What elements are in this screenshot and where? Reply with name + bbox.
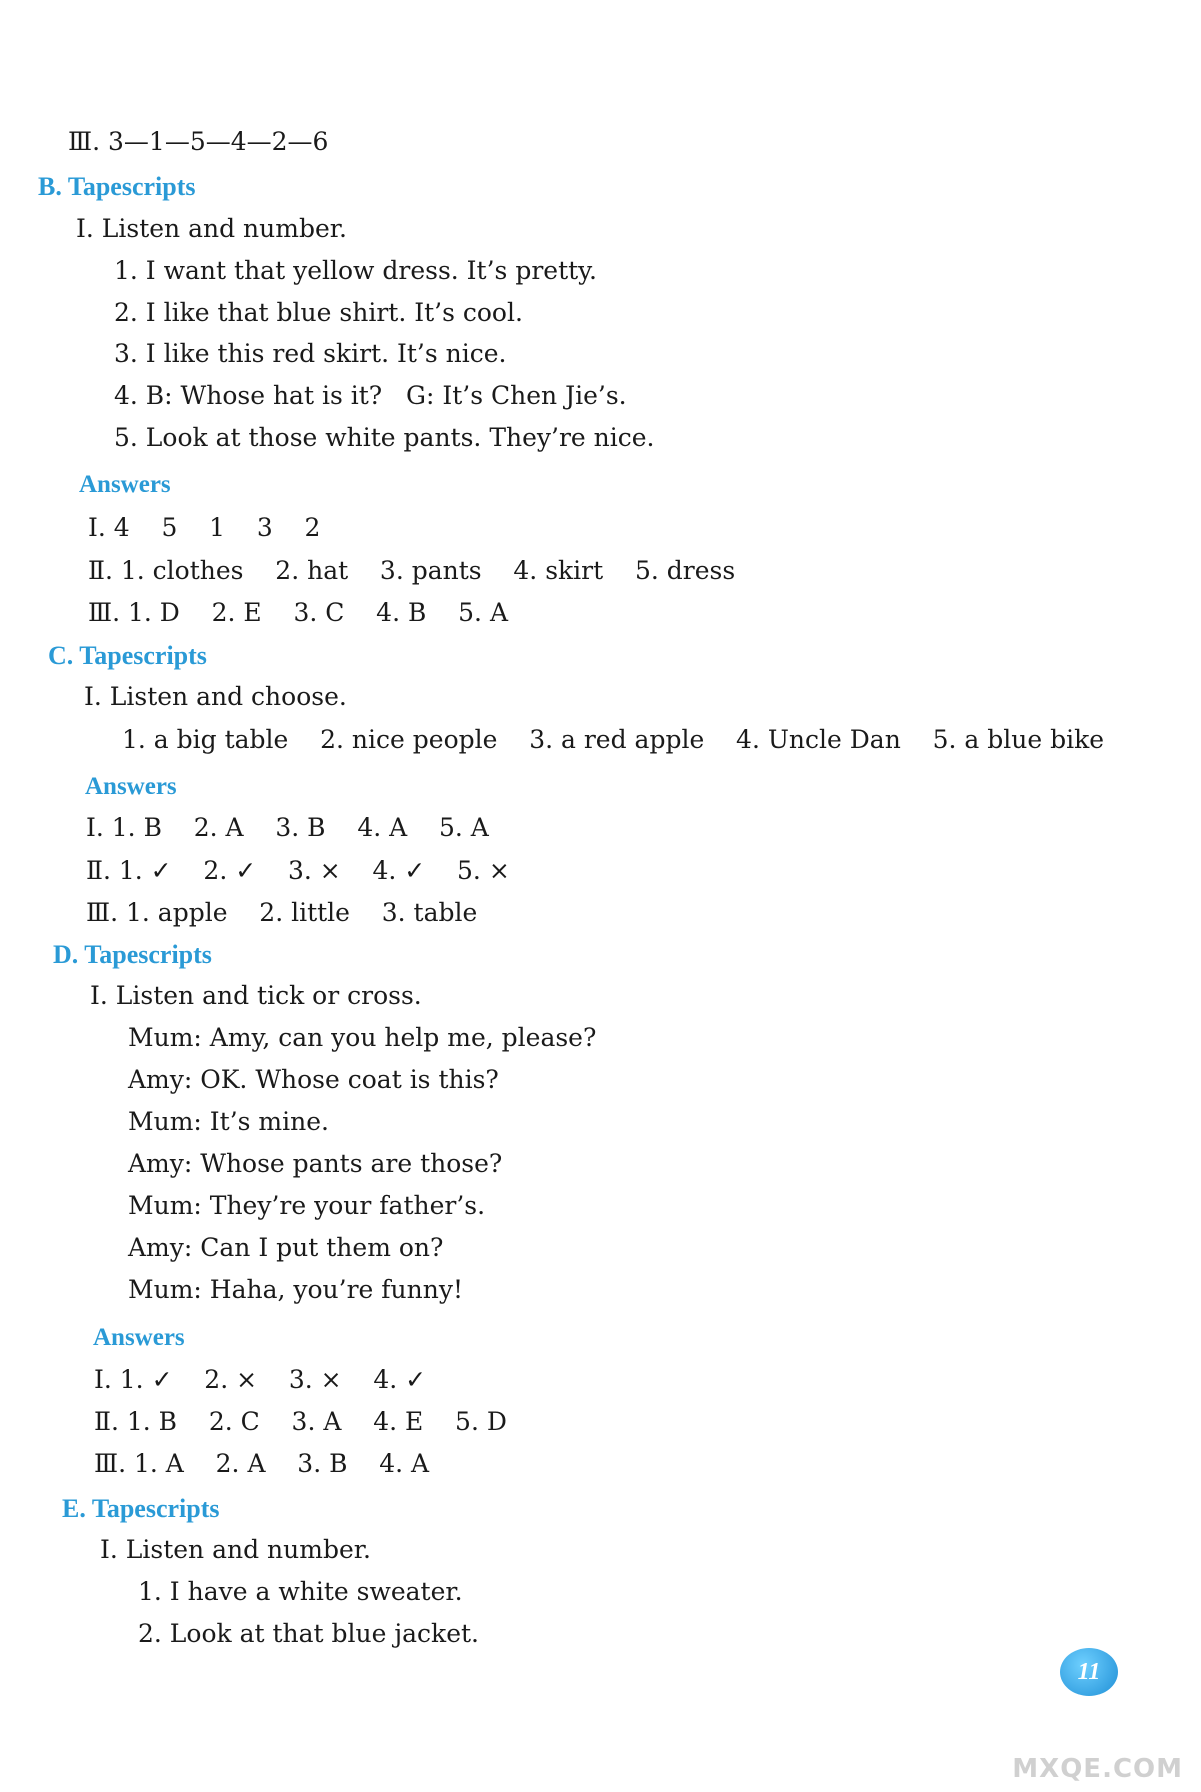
section-c-answer-ii: Ⅱ. 1. ✓ 2. ✓ 3. × 4. ✓ 5. × [86, 856, 510, 885]
section-b-line-1: 1. I want that yellow dress. It’s pretty. [114, 256, 597, 285]
section-b-line-3: 3. I like this red skirt. It’s nice. [114, 339, 507, 368]
section-e-line-1: 1. I have a white sweater. [138, 1577, 463, 1606]
section-b-line-5: 5. Look at those white pants. They’re nice. [114, 423, 655, 452]
watermark: MXQE.COM [1012, 1754, 1183, 1784]
section-b-line-4: 4. B: Whose hat is it? G: It’s Chen Jie’s. [114, 381, 627, 410]
section-b-answer-i: Ⅰ. 4 5 1 3 2 [88, 513, 321, 542]
section-b-part-i: Ⅰ. Listen and number. [76, 214, 347, 243]
section-b-line-2: 2. I like that blue shirt. It’s cool. [114, 298, 523, 327]
section-d-line-4: Amy: Whose pants are those? [128, 1149, 503, 1178]
section-c-part-i: Ⅰ. Listen and choose. [84, 682, 347, 711]
section-d-line-1: Mum: Amy, can you help me, please? [128, 1023, 597, 1052]
section-d-line-3: Mum: It’s mine. [128, 1107, 329, 1136]
section-e-part-i: Ⅰ. Listen and number. [100, 1535, 371, 1564]
section-b-heading: B. Tapescripts [38, 172, 196, 201]
section-d-line-6: Amy: Can I put them on? [128, 1233, 444, 1262]
section-d-answer-iii: Ⅲ. 1. A 2. A 3. B 4. A [94, 1449, 430, 1478]
section-b-answer-iii: Ⅲ. 1. D 2. E 3. C 4. B 5. A [88, 598, 508, 627]
page-number-badge: 11 [1060, 1648, 1118, 1696]
section-d-line-5: Mum: They’re your father’s. [128, 1191, 486, 1220]
section-d-heading: D. Tapescripts [53, 940, 212, 969]
section-b-answers-heading: Answers [79, 471, 171, 498]
section-b-answer-ii: Ⅱ. 1. clothes 2. hat 3. pants 4. skirt 5. dress [88, 556, 736, 585]
section-c-heading: C. Tapescripts [48, 641, 207, 670]
section-a-answer-iii: Ⅲ. 3—1—5—4—2—6 [68, 127, 329, 156]
section-d-line-2: Amy: OK. Whose coat is this? [128, 1065, 499, 1094]
section-c-answers-heading: Answers [85, 773, 177, 800]
section-d-part-i: Ⅰ. Listen and tick or cross. [90, 981, 422, 1010]
section-d-answers-heading: Answers [93, 1324, 185, 1351]
section-d-line-7: Mum: Haha, you’re funny! [128, 1275, 464, 1304]
section-e-heading: E. Tapescripts [62, 1494, 220, 1523]
section-d-answer-ii: Ⅱ. 1. B 2. C 3. A 4. E 5. D [94, 1407, 507, 1436]
section-c-answer-i: Ⅰ. 1. B 2. A 3. B 4. A 5. A [86, 813, 489, 842]
section-e-line-2: 2. Look at that blue jacket. [138, 1619, 479, 1648]
section-d-answer-i: Ⅰ. 1. ✓ 2. × 3. × 4. ✓ [94, 1365, 427, 1394]
section-c-line-1: 1. a big table 2. nice people 3. a red apple 4. Uncle Dan 5. a blue bike [122, 725, 1105, 754]
section-c-answer-iii: Ⅲ. 1. apple 2. little 3. table [86, 898, 478, 927]
